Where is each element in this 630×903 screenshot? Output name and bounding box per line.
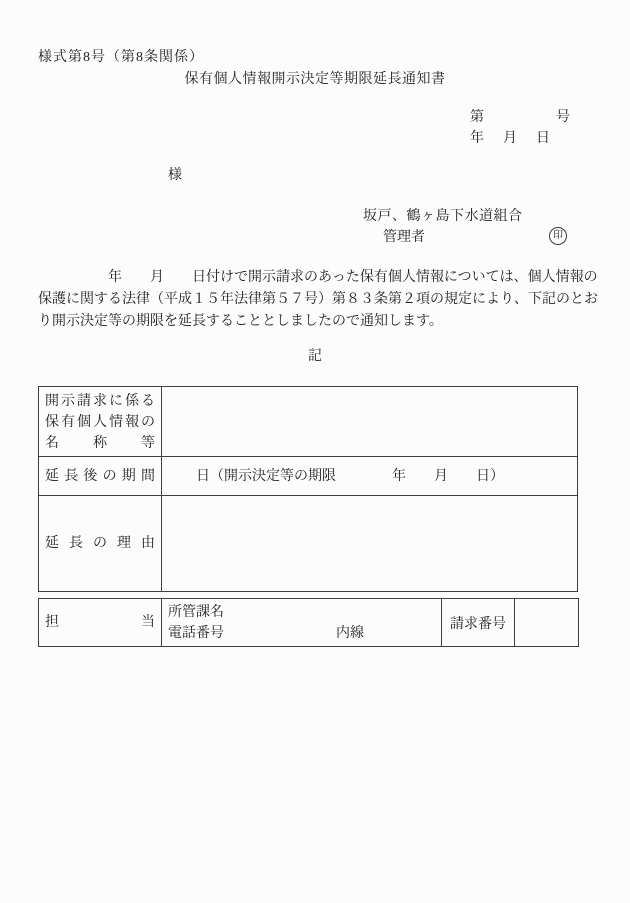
row-label-line: 延長の理由 bbox=[45, 536, 155, 551]
seal-mark-icon: 印 bbox=[549, 227, 567, 245]
row-label-line: 延長後の期間 bbox=[45, 468, 155, 484]
department-phone-cell bbox=[162, 599, 442, 647]
table-row bbox=[39, 457, 578, 496]
notice-paragraph-line: 保護に関する法律（平成１５年法律第５７号）第８３条第２項の規定により、下記のとお bbox=[38, 292, 598, 307]
request-number-value-cell bbox=[515, 599, 579, 647]
department-label: 所管課名 bbox=[168, 604, 224, 620]
issuer-title: 管理者 bbox=[383, 230, 425, 245]
notice-paragraph-line: り開示決定等の期限を延長することとしましたので通知します。 bbox=[38, 314, 443, 329]
row-label-cell bbox=[39, 496, 162, 592]
request-number-label-cell: 請求番号 bbox=[442, 599, 515, 647]
document-title: 保有個人情報開示決定等期限延長通知書 bbox=[184, 72, 446, 87]
issuer-title-line bbox=[383, 226, 567, 246]
information-name-value-cell bbox=[162, 387, 578, 457]
disclosure-extension-table bbox=[38, 386, 578, 592]
phone-line bbox=[168, 623, 435, 644]
table-row bbox=[39, 387, 578, 457]
row-label-line: 開示請求に係る bbox=[45, 394, 155, 409]
issuer-organization: 坂戸、鶴ヶ島下水道組合 bbox=[363, 209, 523, 224]
table-row bbox=[39, 496, 578, 592]
table-row bbox=[39, 599, 579, 647]
phone-label: 電話番号 bbox=[168, 625, 224, 641]
document-date-line bbox=[470, 127, 550, 147]
addressee-honorific: 様 bbox=[168, 168, 182, 183]
row-label-line: 保有個人情報の bbox=[45, 415, 155, 430]
doc-number-prefix: 第 bbox=[470, 110, 484, 125]
row-label-line: 担当 bbox=[45, 615, 155, 630]
notice-paragraph-line: 年 月 日付けで開示請求のあった保有個人情報については、個人情報の bbox=[38, 270, 598, 285]
date-day-label: 日 bbox=[536, 131, 550, 146]
contact-table bbox=[38, 598, 579, 647]
notice-paragraph bbox=[38, 267, 600, 333]
row-label-cell bbox=[39, 387, 162, 457]
row-label-cell bbox=[39, 599, 162, 647]
extension-label: 内線 bbox=[336, 625, 364, 641]
date-year-label: 年 bbox=[470, 131, 484, 146]
form-number: 様式第8号（第8条関係） bbox=[38, 50, 204, 65]
extended-period-value-cell: 日（開示決定等の期限 年 月 日） bbox=[162, 457, 578, 496]
row-label-cell bbox=[39, 457, 162, 496]
document-number-line bbox=[470, 106, 570, 126]
date-month-label: 月 bbox=[503, 131, 517, 146]
doc-number-suffix: 号 bbox=[556, 110, 570, 125]
list-marker: 記 bbox=[308, 349, 322, 364]
row-label-line: 名称等 bbox=[45, 436, 155, 451]
extension-reason-value-cell bbox=[162, 496, 578, 592]
